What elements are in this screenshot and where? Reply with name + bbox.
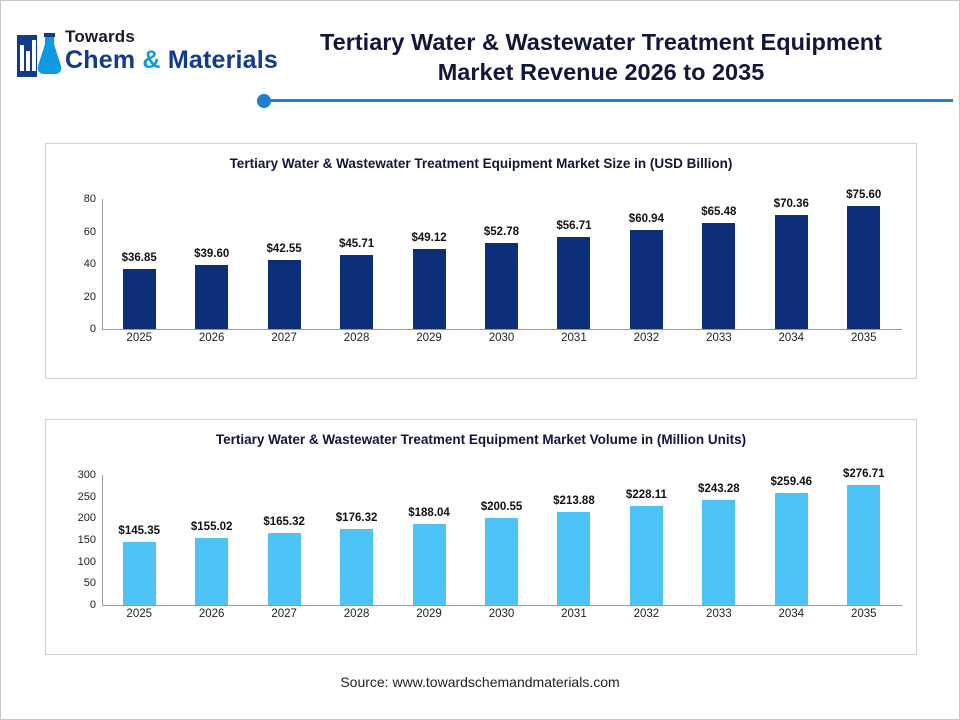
page-title-line-2: Market Revenue 2026 to 2035 bbox=[437, 59, 765, 85]
bar-value-label: $200.55 bbox=[480, 501, 523, 514]
x-axis-ticks bbox=[103, 332, 900, 344]
bar-column bbox=[538, 453, 610, 605]
y-tick-label: 60 bbox=[83, 225, 96, 238]
y-axis-ticks bbox=[60, 469, 100, 611]
x-tick-label: 2034 bbox=[778, 332, 805, 344]
bar bbox=[340, 529, 373, 605]
bar-column bbox=[320, 453, 392, 605]
bar-column bbox=[828, 177, 900, 329]
x-axis-line bbox=[102, 605, 902, 606]
bar-column bbox=[248, 177, 320, 329]
bar bbox=[847, 206, 880, 329]
x-tick-label: 2033 bbox=[706, 332, 732, 344]
bar-value-label: $36.85 bbox=[121, 252, 157, 265]
y-tick-label: 40 bbox=[83, 258, 96, 270]
bar-value-label: $75.60 bbox=[846, 189, 882, 202]
x-tick-label: 2032 bbox=[633, 608, 660, 620]
x-tick-label: 2034 bbox=[778, 608, 805, 620]
y-tick-label: 100 bbox=[77, 555, 96, 568]
bar bbox=[268, 533, 301, 605]
brand-ampersand: & bbox=[135, 46, 168, 74]
x-tick-label: 2028 bbox=[343, 332, 370, 344]
x-tick-label: 2031 bbox=[561, 332, 587, 344]
bar-value-label: $228.11 bbox=[625, 489, 667, 502]
x-tick-label: 2031 bbox=[561, 608, 587, 620]
bar-column bbox=[320, 177, 392, 329]
bar bbox=[630, 230, 663, 329]
brand-chem: Chem bbox=[65, 46, 136, 74]
bar bbox=[485, 518, 518, 605]
x-tick-label: 2029 bbox=[416, 608, 442, 620]
divider-dot bbox=[257, 94, 271, 108]
bar-value-label: $60.94 bbox=[628, 212, 664, 225]
bar bbox=[847, 485, 880, 605]
bar-value-label: $49.12 bbox=[411, 232, 447, 245]
bar-column bbox=[465, 453, 537, 605]
bar-column bbox=[610, 453, 682, 605]
divider-line bbox=[257, 99, 953, 102]
x-tick-label: 2035 bbox=[850, 332, 877, 344]
bar bbox=[195, 265, 228, 329]
bar bbox=[557, 512, 590, 605]
bar-column bbox=[683, 453, 755, 605]
bar-column bbox=[175, 453, 247, 605]
y-tick-label: 20 bbox=[83, 290, 96, 303]
bar-value-label: $243.28 bbox=[698, 482, 740, 495]
bar bbox=[702, 500, 735, 605]
y-tick-label: 0 bbox=[89, 323, 96, 335]
bar-value-label: $56.71 bbox=[556, 219, 592, 232]
header bbox=[1, 1, 959, 101]
chart-plot-area bbox=[60, 453, 902, 638]
y-tick-label: 50 bbox=[83, 577, 96, 590]
source-caption: Source: www.towardschemandmaterials.com bbox=[340, 674, 620, 690]
header-divider bbox=[247, 94, 953, 108]
bar-column bbox=[828, 453, 900, 605]
bar-column bbox=[538, 177, 610, 329]
bar-column bbox=[103, 177, 175, 329]
brand-wordmark bbox=[65, 27, 278, 74]
bar-column bbox=[755, 453, 827, 605]
bar-value-label: $155.02 bbox=[190, 520, 233, 533]
bar bbox=[557, 237, 590, 329]
chart-title: Tertiary Water & Wastewater Treatment Equipment Market Size in (USD Billion) bbox=[229, 156, 733, 171]
bar-series bbox=[103, 177, 900, 329]
bar bbox=[485, 243, 518, 329]
bar-column bbox=[248, 453, 320, 605]
bar-value-label: $39.60 bbox=[194, 247, 230, 260]
bar bbox=[413, 524, 446, 605]
bar bbox=[268, 260, 301, 329]
x-tick-label: 2029 bbox=[416, 332, 442, 344]
bar-value-label: $42.55 bbox=[266, 242, 302, 255]
x-axis-line bbox=[102, 329, 902, 330]
bar-series bbox=[103, 453, 900, 605]
chart-panel-market-size bbox=[45, 143, 917, 379]
x-tick-label: 2033 bbox=[706, 608, 732, 620]
x-tick-label: 2026 bbox=[198, 608, 225, 620]
bar bbox=[413, 249, 446, 329]
x-tick-label: 2030 bbox=[488, 608, 515, 620]
bar-column bbox=[683, 177, 755, 329]
x-tick-label: 2027 bbox=[271, 608, 297, 620]
brand-line-1: Towards bbox=[65, 27, 136, 46]
bar-value-label: $52.78 bbox=[483, 226, 520, 239]
y-tick-label: 0 bbox=[89, 599, 96, 611]
bar-value-label: $70.36 bbox=[773, 197, 809, 210]
bar-value-label: $165.32 bbox=[263, 516, 305, 529]
bar-value-label: $45.71 bbox=[338, 237, 375, 250]
bar-value-label: $176.32 bbox=[335, 511, 378, 524]
x-tick-label: 2026 bbox=[198, 332, 225, 344]
bar bbox=[123, 542, 156, 605]
y-tick-label: 150 bbox=[77, 534, 96, 546]
bar-value-label: $276.71 bbox=[842, 468, 885, 481]
bar bbox=[775, 215, 808, 329]
bar bbox=[630, 506, 663, 605]
bar-column bbox=[175, 177, 247, 329]
bar-value-label: $259.46 bbox=[770, 475, 813, 488]
bar-value-label: $145.35 bbox=[118, 525, 161, 538]
bar bbox=[702, 223, 735, 329]
x-tick-label: 2035 bbox=[850, 608, 877, 620]
page-title-line-1: Tertiary Water & Wastewater Treatment Equipment bbox=[320, 29, 882, 55]
bar-column bbox=[393, 453, 465, 605]
bar-value-label: $65.48 bbox=[701, 205, 737, 218]
x-tick-label: 2032 bbox=[633, 332, 660, 344]
flask-logo-icon bbox=[15, 31, 61, 81]
bar bbox=[775, 493, 808, 605]
y-tick-label: 200 bbox=[77, 512, 96, 525]
y-tick-label: 300 bbox=[77, 469, 96, 481]
brand-materials: Materials bbox=[167, 46, 278, 74]
bar-column bbox=[103, 453, 175, 605]
y-axis-ticks bbox=[60, 193, 100, 335]
bar bbox=[123, 269, 156, 329]
bar-column bbox=[610, 177, 682, 329]
page-title bbox=[256, 27, 946, 87]
chart-title: Tertiary Water & Wastewater Treatment Equipment Market Volume in (Million Units) bbox=[215, 432, 747, 447]
bar-column bbox=[465, 177, 537, 329]
bar-value-label: $188.04 bbox=[408, 506, 450, 519]
x-tick-label: 2025 bbox=[126, 332, 153, 344]
y-tick-label: 250 bbox=[77, 490, 96, 503]
x-tick-label: 2030 bbox=[488, 332, 515, 344]
x-tick-label: 2025 bbox=[126, 608, 153, 620]
brand-logo bbox=[15, 27, 278, 89]
x-tick-label: 2027 bbox=[271, 332, 297, 344]
bar bbox=[340, 255, 373, 329]
bar-value-label: $213.88 bbox=[553, 495, 595, 508]
y-tick-label: 80 bbox=[83, 193, 96, 205]
chart-plot-area bbox=[60, 177, 902, 362]
bar bbox=[195, 538, 228, 605]
brand-line-2 bbox=[65, 46, 278, 74]
x-tick-label: 2028 bbox=[343, 608, 370, 620]
bar-column bbox=[393, 177, 465, 329]
x-axis-ticks bbox=[103, 608, 900, 620]
chart-panel-market-volume bbox=[45, 419, 917, 655]
bar-column bbox=[755, 177, 827, 329]
